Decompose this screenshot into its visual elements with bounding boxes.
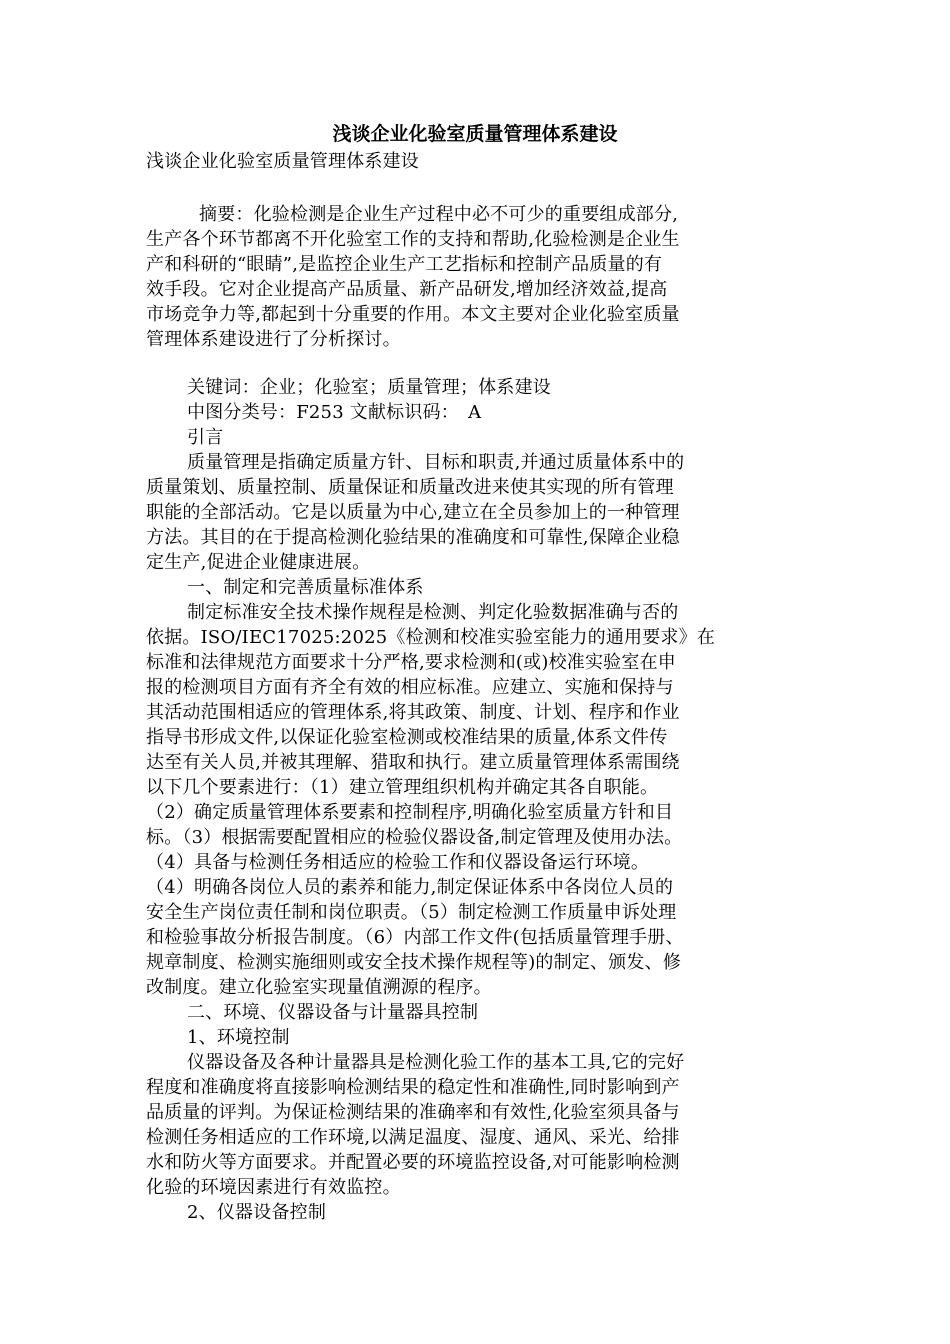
body-line: 以下几个要素进行：（1）建立管理组织机构并确定其各自职能。 <box>146 777 659 798</box>
body-line: （2）确定质量管理体系要素和控制程序,明确化验室质量方针和目 <box>146 802 674 823</box>
body-line: 制定标准安全技术操作规程是检测、判定化验数据准确与否的 <box>187 602 679 623</box>
keywords-line: 关键词：企业；化验室；质量管理；体系建设 <box>187 377 551 398</box>
body-line: 方法。其目的在于提高检测化验结果的准确度和可靠性,保障企业稳 <box>146 527 680 548</box>
body-line: （4）具备与检测任务相适应的检验工作和仪器设备运行环境。 <box>146 852 650 873</box>
body-line: 质量管理是指确定质量方针、目标和职责,并通过质量体系中的 <box>187 452 685 473</box>
body-line: 品质量的评判。为保证检测结果的准确率和有效性,化验室须具备与 <box>146 1102 680 1123</box>
subsection-heading-environment: 1、环境控制 <box>187 1027 290 1048</box>
body-line: 报的检测项目方面有齐全有效的相应标准。应建立、实施和保持与 <box>146 677 674 698</box>
document-title: 浅谈企业化验室质量管理体系建设 <box>332 123 618 145</box>
body-line: （4）明确各岗位人员的素养和能力,制定保证体系中各岗位人员的 <box>146 877 674 898</box>
abstract-line: 效手段。它对企业提高产品质量、新产品研发,增加经济效益,提高 <box>146 279 668 300</box>
body-line: 安全生产岗位责任制和岗位职责。（5）制定检测工作质量申诉处理 <box>146 902 677 923</box>
section-heading-1: 一、制定和完善质量标准体系 <box>187 577 424 598</box>
body-line: 标。（3）根据需要配置相应的检验仪器设备,制定管理及使用办法。 <box>146 827 683 848</box>
body-line: 仪器设备及各种计量器具是检测化验工作的基本工具,它的完好 <box>187 1052 685 1073</box>
body-line: 定生产,促进企业健康进展。 <box>146 552 371 573</box>
body-line: 化验的环境因素进行有效监控。 <box>146 1177 401 1198</box>
body-line: 质量策划、质量控制、质量保证和质量改进来使其实现的所有管理 <box>146 477 674 498</box>
abstract-line: 生产各个环节都离不开化验室工作的支持和帮助,化验检测是企业生 <box>146 229 680 250</box>
body-line: 职能的全部活动。它是以质量为中心,建立在全员参加上的一种管理 <box>146 502 680 523</box>
body-line: 检测任务相适应的工作环境,以满足温度、湿度、通风、采光、给排 <box>146 1127 680 1148</box>
subsection-heading-equipment: 2、仪器设备控制 <box>187 1202 327 1223</box>
abstract-line: 管理体系建设进行了分析探讨。 <box>146 329 401 350</box>
body-line: 程度和准确度将直接影响检测结果的稳定性和准确性,同时影响到产 <box>146 1077 680 1098</box>
body-line: 和检验事故分析报告制度。（6）内部工作文件(包括质量管理手册、 <box>146 927 684 948</box>
body-line: 指导书形成文件,以保证化验室检测或校准结果的质量,体系文件传 <box>146 727 668 748</box>
body-line: 水和防火等方面要求。并配置必要的环境监控设备,对可能影响检测 <box>146 1152 680 1173</box>
abstract-line: 产和科研的“眼睛”,是监控企业生产工艺指标和控制产品质量的有 <box>146 254 663 275</box>
body-line: 其活动范围相适应的管理体系,将其政策、制度、计划、程序和作业 <box>146 702 680 723</box>
section-heading-2: 二、环境、仪器设备与计量器具控制 <box>187 1002 479 1023</box>
abstract-line: 市场竞争力等,都起到十分重要的作用。本文主要对企业化验室质量 <box>146 304 680 325</box>
body-line: 规章制度、检测实施细则或安全技术操作规程等)的制定、颁发、修 <box>146 952 682 973</box>
section-heading-introduction: 引言 <box>187 427 224 448</box>
body-line: 达至有关人员,并被其理解、猎取和执行。建立质量管理体系需围绕 <box>146 752 680 773</box>
abstract-line: 摘要：化验检测是企业生产过程中必不可少的重要组成部分, <box>199 204 679 225</box>
body-line: 改制度。建立化验室实现量值溯源的程序。 <box>146 977 492 998</box>
classification-line: 中图分类号：F253 文献标识码： A <box>187 402 482 423</box>
subtitle-line: 浅谈企业化验室质量管理体系建设 <box>146 151 419 172</box>
body-line: 依据。ISO/IEC17025:2025《检测和校准实验室能力的通用要求》在 <box>146 627 716 648</box>
body-line: 标准和法律规范方面要求十分严格,要求检测和(或)校准实验室在申 <box>146 652 676 673</box>
